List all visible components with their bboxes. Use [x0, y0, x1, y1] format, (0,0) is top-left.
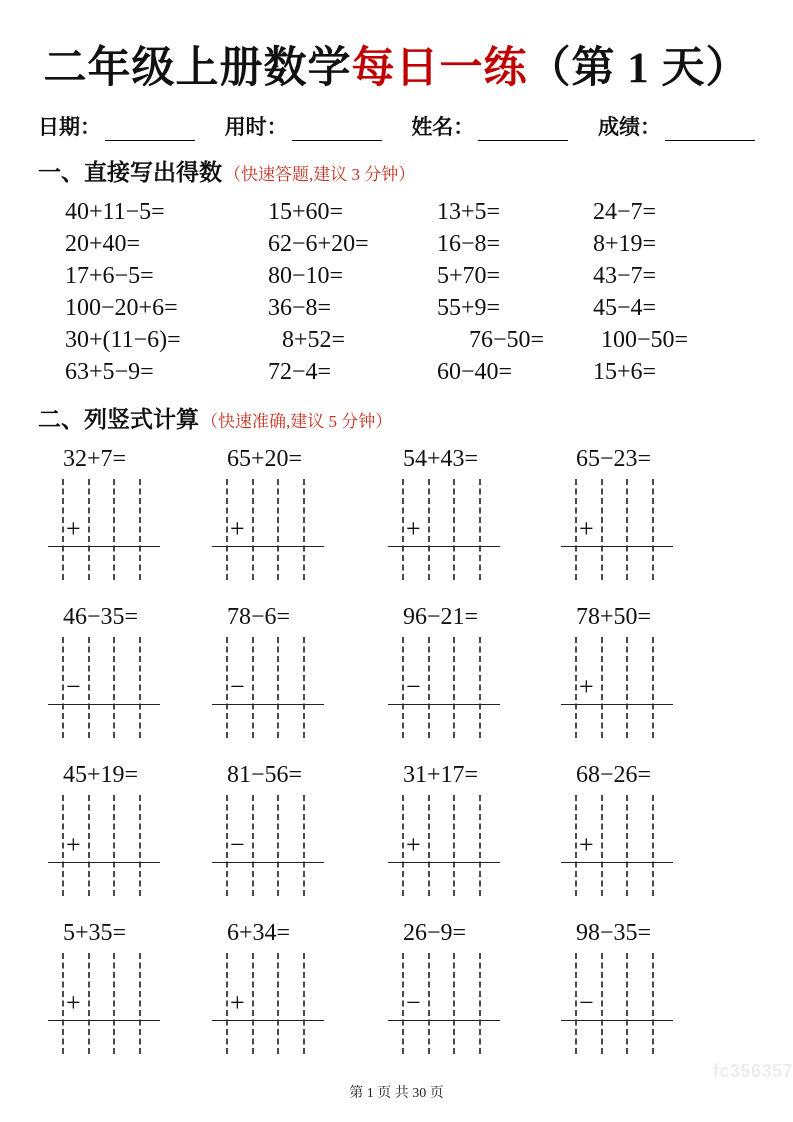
section2-note: （快速准确,建议 5 分钟） — [201, 412, 393, 431]
problem-label: 32+7= — [63, 446, 127, 472]
vertical-template — [50, 479, 156, 580]
dashed-guide-line — [252, 479, 254, 580]
problem-label: 45+19= — [63, 762, 139, 788]
oral-problem: 13+5= — [437, 199, 501, 225]
dashed-guide-line — [139, 953, 141, 1054]
field-name-label: 姓名： — [411, 115, 475, 139]
dashed-guide-line — [303, 953, 305, 1054]
answer-line — [388, 546, 500, 547]
dashed-guide-line — [479, 953, 481, 1054]
dashed-guide-line — [226, 795, 228, 896]
answer-line — [388, 862, 500, 863]
dashed-guide-line — [62, 479, 64, 580]
operator-sign: + — [66, 988, 81, 1017]
operator-sign: + — [66, 830, 81, 859]
oral-problem: 8+19= — [593, 231, 657, 257]
operator-sign: − — [230, 830, 245, 859]
vertical-template — [214, 479, 320, 580]
dashed-guide-line — [453, 795, 455, 896]
dashed-guide-line — [428, 953, 430, 1054]
dashed-guide-line — [652, 479, 654, 580]
dashed-guide-line — [479, 795, 481, 896]
vertical-problem — [563, 760, 755, 896]
oral-problem: 16−8= — [437, 231, 501, 257]
dashed-guide-line — [252, 637, 254, 738]
oral-problem: 55+9= — [437, 295, 501, 321]
section1-heading — [38, 154, 755, 187]
dashed-guide-line — [62, 953, 64, 1054]
dashed-guide-line — [601, 953, 603, 1054]
title-suffix: （第 1 天） — [527, 45, 750, 92]
section1-heading-text: 一、直接写出得数 — [38, 160, 222, 185]
dashed-guide-line — [601, 479, 603, 580]
vertical-template — [563, 953, 669, 1054]
dashed-guide-line — [277, 637, 279, 738]
dashed-guide-line — [226, 637, 228, 738]
problem-label: 54+43= — [403, 446, 479, 472]
answer-line — [561, 546, 673, 547]
vertical-template — [563, 479, 669, 580]
oral-problem: 36−8= — [268, 295, 332, 321]
dashed-guide-line — [601, 637, 603, 738]
operator-sign: + — [230, 514, 245, 543]
dashed-guide-line — [139, 637, 141, 738]
answer-line — [212, 862, 324, 863]
problem-label: 31+17= — [403, 762, 479, 788]
vertical-problem — [390, 918, 563, 1054]
problem-label: 78+50= — [576, 604, 652, 630]
oral-problem: 24−7= — [593, 199, 657, 225]
operator-sign: + — [406, 514, 421, 543]
oral-problem: 5+70= — [437, 263, 501, 289]
oral-problem: 60−40= — [437, 359, 513, 385]
vertical-template — [390, 953, 496, 1054]
oral-problem: 15+6= — [593, 359, 657, 385]
oral-problem: 40+11−5= — [65, 199, 165, 225]
problem-label: 65+20= — [227, 446, 303, 472]
problem-label: 5+35= — [63, 920, 127, 946]
problem-label: 6+34= — [227, 920, 291, 946]
problem-label: 65−23= — [576, 446, 652, 472]
title-highlight: 每日一练 — [351, 45, 528, 92]
dashed-guide-line — [252, 795, 254, 896]
vertical-problem — [214, 602, 390, 738]
dashed-guide-line — [428, 637, 430, 738]
field-score — [598, 111, 755, 141]
answer-line — [48, 546, 160, 547]
dashed-guide-line — [453, 953, 455, 1054]
dashed-guide-line — [88, 953, 90, 1054]
problem-label: 78−6= — [227, 604, 291, 630]
dashed-guide-line — [303, 795, 305, 896]
vertical-problem — [50, 444, 214, 580]
dashed-guide-line — [277, 953, 279, 1054]
operator-sign: + — [230, 988, 245, 1017]
operator-sign: − — [66, 672, 81, 701]
title-prefix: 二年级上册数学 — [43, 45, 352, 92]
operator-sign: + — [579, 514, 594, 543]
vertical-problem — [214, 760, 390, 896]
dashed-guide-line — [575, 479, 577, 580]
answer-line — [212, 1020, 324, 1021]
dashed-guide-line — [252, 953, 254, 1054]
dashed-guide-line — [139, 479, 141, 580]
dashed-guide-line — [453, 479, 455, 580]
dashed-guide-line — [453, 637, 455, 738]
header-fields — [38, 111, 755, 141]
answer-line — [212, 704, 324, 705]
field-name-blank — [478, 118, 568, 141]
vertical-problem — [563, 602, 755, 738]
field-score-label: 成绩： — [597, 115, 661, 139]
vertical-problem — [563, 444, 755, 580]
dashed-guide-line — [88, 637, 90, 738]
dashed-guide-line — [303, 637, 305, 738]
vertical-problem — [563, 918, 755, 1054]
vertical-template — [214, 795, 320, 896]
dashed-guide-line — [601, 795, 603, 896]
oral-problem: 100−50= — [601, 327, 689, 353]
field-time — [225, 111, 382, 141]
operator-sign: − — [406, 988, 421, 1017]
dashed-guide-line — [652, 953, 654, 1054]
oral-problem: 80−10= — [268, 263, 344, 289]
dashed-guide-line — [402, 795, 404, 896]
dashed-guide-line — [428, 795, 430, 896]
problem-label: 98−35= — [576, 920, 652, 946]
operator-sign: − — [579, 988, 594, 1017]
answer-line — [212, 546, 324, 547]
dashed-guide-line — [88, 479, 90, 580]
operator-sign: + — [66, 514, 81, 543]
vertical-problem — [214, 918, 390, 1054]
page-footer: 第 1 页 共 30 页 — [349, 1086, 444, 1101]
dashed-guide-line — [277, 479, 279, 580]
dashed-guide-line — [626, 637, 628, 738]
oral-problem: 45−4= — [593, 295, 657, 321]
oral-problem: 20+40= — [65, 231, 141, 257]
dashed-guide-line — [113, 953, 115, 1054]
dashed-guide-line — [226, 479, 228, 580]
dashed-guide-line — [626, 795, 628, 896]
answer-line — [388, 1020, 500, 1021]
section2-heading — [38, 401, 755, 434]
dashed-guide-line — [277, 795, 279, 896]
vertical-template — [390, 479, 496, 580]
field-date-blank — [105, 118, 195, 141]
dashed-guide-line — [428, 479, 430, 580]
vertical-template — [50, 953, 156, 1054]
vertical-problem — [50, 760, 214, 896]
dashed-guide-line — [575, 795, 577, 896]
answer-line — [48, 1020, 160, 1021]
oral-problem: 15+60= — [268, 199, 344, 225]
vertical-template — [50, 637, 156, 738]
oral-problem: 76−50= — [469, 327, 545, 353]
vertical-template — [50, 795, 156, 896]
operator-sign: − — [230, 672, 245, 701]
answer-line — [48, 862, 160, 863]
dashed-guide-line — [88, 795, 90, 896]
dashed-guide-line — [479, 637, 481, 738]
section1-note: （快速答题,建议 3 分钟） — [224, 165, 416, 184]
oral-problem: 62−6+20= — [268, 231, 369, 257]
operator-sign: − — [406, 672, 421, 701]
dashed-guide-line — [402, 479, 404, 580]
vertical-template — [214, 637, 320, 738]
problem-label: 81−56= — [227, 762, 303, 788]
oral-problem: 8+52= — [282, 327, 346, 353]
problem-label: 46−35= — [63, 604, 139, 630]
oral-problem: 43−7= — [593, 263, 657, 289]
field-date-label: 日期： — [38, 115, 101, 139]
answer-line — [561, 1020, 673, 1021]
answer-line — [48, 704, 160, 705]
dashed-guide-line — [226, 953, 228, 1054]
field-time-blank — [292, 118, 382, 141]
vertical-problem — [390, 602, 563, 738]
dashed-guide-line — [62, 637, 64, 738]
dashed-guide-line — [626, 479, 628, 580]
vertical-problem — [390, 760, 563, 896]
dashed-guide-line — [626, 953, 628, 1054]
vertical-template — [214, 953, 320, 1054]
operator-sign: + — [579, 830, 594, 859]
dashed-guide-line — [575, 953, 577, 1054]
oral-problem: 100−20+6= — [65, 295, 178, 321]
operator-sign: + — [579, 672, 594, 701]
dashed-guide-line — [62, 795, 64, 896]
dashed-guide-line — [652, 637, 654, 738]
vertical-template — [390, 637, 496, 738]
oral-problems-grid — [65, 196, 755, 388]
dashed-guide-line — [303, 479, 305, 580]
problem-label: 26−9= — [403, 920, 467, 946]
problem-label: 68−26= — [576, 762, 652, 788]
vertical-problems-grid — [50, 444, 755, 1054]
dashed-guide-line — [139, 795, 141, 896]
oral-problem: 17+6−5= — [65, 263, 154, 289]
section2-heading-text: 二、列竖式计算 — [38, 407, 199, 432]
dashed-guide-line — [652, 795, 654, 896]
oral-problem: 30+(11−6)= — [65, 327, 181, 353]
dashed-guide-line — [479, 479, 481, 580]
field-time-label: 用时： — [224, 115, 288, 139]
oral-problem: 63+5−9= — [65, 359, 154, 385]
dashed-guide-line — [402, 637, 404, 738]
operator-sign: + — [406, 830, 421, 859]
dashed-guide-line — [402, 953, 404, 1054]
dashed-guide-line — [113, 637, 115, 738]
answer-line — [561, 862, 673, 863]
oral-problem: 72−4= — [268, 359, 332, 385]
answer-line — [561, 704, 673, 705]
vertical-problem — [50, 918, 214, 1054]
answer-line — [388, 704, 500, 705]
field-score-blank — [665, 118, 755, 141]
page-title — [38, 34, 755, 95]
vertical-template — [390, 795, 496, 896]
field-name — [411, 111, 568, 141]
problem-label: 96−21= — [403, 604, 479, 630]
vertical-problem — [390, 444, 563, 580]
vertical-problem — [50, 602, 214, 738]
field-date — [38, 111, 195, 141]
vertical-template — [563, 637, 669, 738]
dashed-guide-line — [113, 479, 115, 580]
dashed-guide-line — [113, 795, 115, 896]
vertical-template — [563, 795, 669, 896]
watermark: fc356357 — [712, 1061, 793, 1081]
dashed-guide-line — [575, 637, 577, 738]
vertical-problem — [214, 444, 390, 580]
